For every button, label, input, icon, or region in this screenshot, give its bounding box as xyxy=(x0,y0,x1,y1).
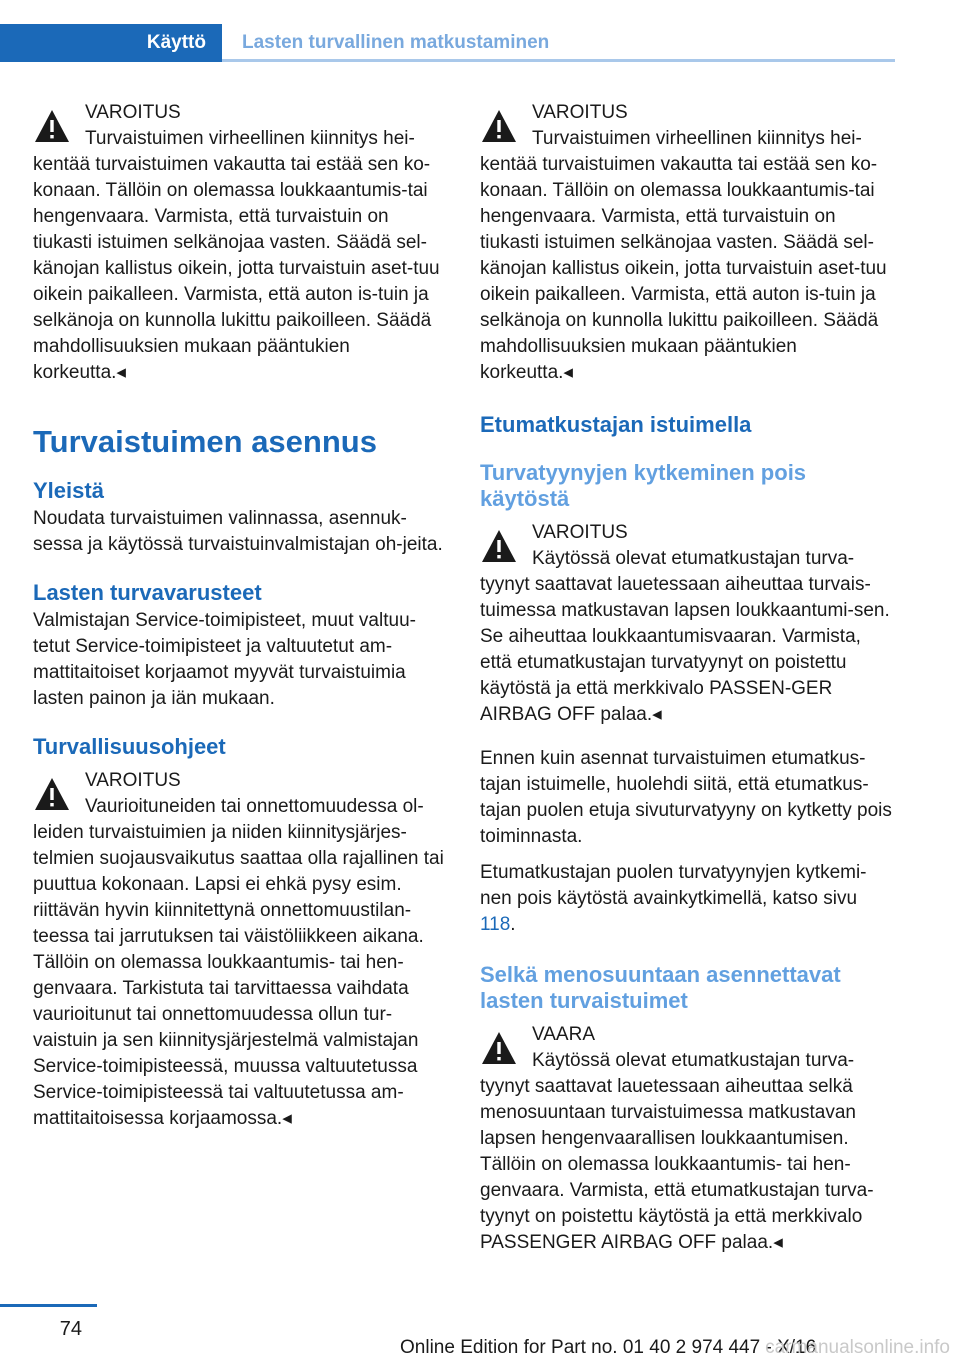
paragraph: Noudata turvaistuimen valinnassa, asennuk-sessa ja käytössä turvaistuinvalmistajan oh-jeita. xyxy=(33,508,443,555)
warning-block xyxy=(480,1022,895,1256)
watermark-text: carmanualsonline.info xyxy=(765,1337,950,1358)
warning-text: Turvaistuimen virheellinen kiinnitys hei-kentää turvaistuimen vakautta tai estää sen ko-konaan. Tällöin on olemassa loukkaantumis-tai hengenvaara. Varmista, että turvaistuin on tiukasti istuimen selkänojaa vasten. Säädä sel-känojan kallistus oikein, jotta turvaistuin aset-tuu oikein paikalleen. Varmista, että auton is-tuin ja selkänoja on kunnolla lukittu paikoilleen. Säädä mahdollisuuksien mukaan pääntukien korkeutta.◂ xyxy=(33,128,440,383)
footer-rule xyxy=(0,1304,97,1307)
page-link[interactable]: 118 xyxy=(480,914,511,935)
warning-triangle-icon xyxy=(480,108,518,144)
header-rule xyxy=(222,59,895,62)
edition-text: Online Edition for Part no. 01 40 2 974 447 - X/16 xyxy=(400,1337,817,1358)
warning-triangle-icon xyxy=(480,528,518,564)
page-number: 74 xyxy=(59,1318,82,1340)
subheading-safety: Turvallisuusohjeet xyxy=(33,734,226,759)
warning-triangle-icon xyxy=(33,108,71,144)
subheading-equipment: Lasten turvavarusteet xyxy=(33,580,262,605)
paragraph: Ennen kuin asennat turvaistuimen etumatkus-tajan istuimelle, huolehdi siitä, että etumatkus-tajan puolen etuja sivuturvatyyny on kytketty pois toiminnasta. xyxy=(480,748,892,847)
left-column xyxy=(33,100,448,1150)
paragraph: Valmistajan Service-toimipisteet, muut valtuu-tetut Service-toimipisteet ja valtuutetut am-mattitaitoiset korjaamot myyvät turvaistuimia lasten painon ja iän mukaan. xyxy=(33,610,416,709)
subheading-front-seat: Etumatkustajan istuimella xyxy=(480,412,752,437)
warning-text: Vaurioituneiden tai onnettomuudessa ol-leiden turvaistuimien ja niiden kiinnitysjärjes-telmien suojausvaikutus saattaa olla rajallinen tai puuttua kokonaan. Lapsi ei ehkä pysy esim. riittävän hyvin kiinnitettynä onnettomuustilan-teessa tai jarrutuksen tai väistöliikkeen aikana. Tällöin on olemassa loukkaantumis- tai hen-genvaara. Tarkistuta tai tarvittaessa vaihdata vaurioitunut tai onnettomuudessa ollun tur-vaistuin ja sen kiinnitysjärjestelmä valmistajan Service-toimipisteessä, muussa valtuutetussa Service-toimipisteessä tai valtuutetussa am-mattitaitoisessa korjaamossa.◂ xyxy=(33,796,444,1129)
section-tab: Käyttö xyxy=(0,24,222,62)
warning-title: VAROITUS xyxy=(532,522,628,543)
right-column xyxy=(480,100,895,1274)
chapter-title: Lasten turvallinen matkustaminen xyxy=(242,32,550,53)
warning-triangle-icon xyxy=(480,1030,518,1066)
warning-triangle-icon xyxy=(33,776,71,812)
subheading-rear-facing: Selkä menosuuntaan asennettavat lasten turvaistuimet xyxy=(480,962,841,1013)
paragraph-end: . xyxy=(510,914,516,935)
subheading-airbag-off: Turvatyynyjen kytkeminen pois käytöstä xyxy=(480,460,807,511)
warning-block xyxy=(33,100,448,386)
warning-title: VAROITUS xyxy=(85,770,181,791)
warning-block xyxy=(480,100,895,386)
subheading-general: Yleistä xyxy=(33,478,104,503)
warning-text: Turvaistuimen virheellinen kiinnitys hei-kentää turvaistuimen vakautta tai estää sen ko-konaan. Tällöin on olemassa loukkaantumis-tai hengenvaara. Varmista, että turvaistuin on tiukasti istuimen selkänojaa vasten. Säädä sel-känojan kallistus oikein, jotta turvaistuin aset-tuu oikein paikalleen. Varmista, että auton is-tuin ja selkänoja on kunnolla lukittu paikoilleen. Säädä mahdollisuuksien mukaan pääntukien korkeutta.◂ xyxy=(480,128,887,383)
warning-title: VAROITUS xyxy=(85,102,181,123)
page-header xyxy=(0,24,895,62)
danger-text: Käytössä olevat etumatkustajan turva-tyynyt saattavat lauetessaan aiheuttaa selkä menosuuntaan turvaistuimessa matkustavan lapsen hengenvaarallisen loukkaantumisen. Tällöin on olemassa loukkaantumis- tai hen-genvaara. Varmista, että etumatkustajan turva-tyynyt on poistettu käytöstä ja että merkkivalo PASSENGER AIRBAG OFF palaa.◂ xyxy=(480,1050,874,1253)
warning-block xyxy=(480,520,895,728)
warning-text: Käytössä olevat etumatkustajan turva-tyynyt saattavat lauetessaan aiheuttaa turvais-tuimessa matkustavan lapsen loukkaantumi-sen. Se aiheuttaa loukkaantumisvaaran. Varmista, että etumatkustajan turvatyynyt on poistettu käytöstä ja että merkkivalo PASSEN-GER AIRBAG OFF palaa.◂ xyxy=(480,548,890,725)
section-heading: Turvaistuimen asennus xyxy=(33,424,377,459)
warning-block xyxy=(33,768,448,1132)
danger-title: VAARA xyxy=(532,1024,596,1045)
paragraph-with-link xyxy=(480,860,895,938)
warning-title: VAROITUS xyxy=(532,102,628,123)
paragraph-text: Etumatkustajan puolen turvatyynyjen kytkemi-nen pois käytöstä avainkytkimellä, katso sivu xyxy=(480,862,867,909)
